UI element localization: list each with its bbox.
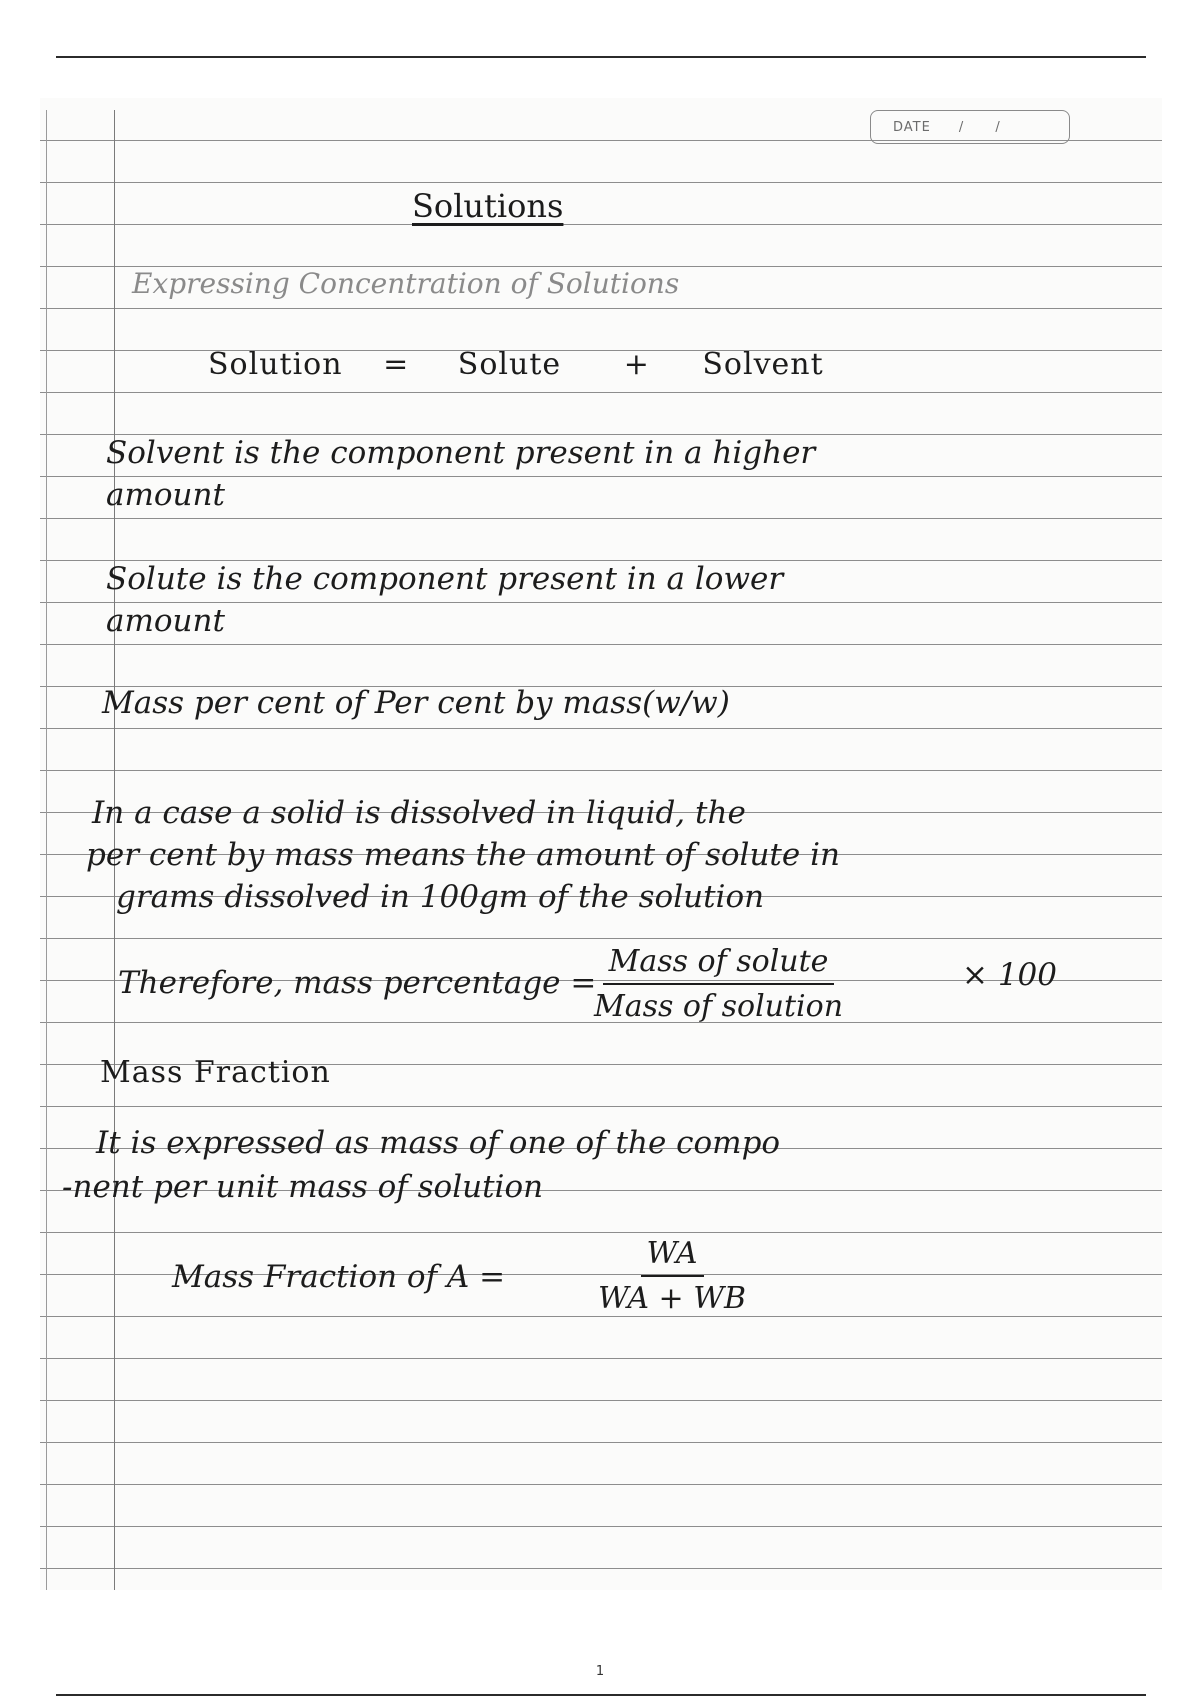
- ruled-line: [40, 1232, 1162, 1233]
- solvent-definition-line2: amount: [106, 477, 225, 513]
- solution-equation: [208, 347, 824, 382]
- ruled-line: [40, 1526, 1162, 1527]
- ruled-line: [40, 182, 1162, 183]
- equation-lhs: Solution: [208, 347, 343, 382]
- solute-definition-line2: amount: [106, 603, 225, 639]
- equation-term1: Solute: [457, 347, 562, 382]
- notebook-sheet: [40, 98, 1162, 1590]
- solute-definition-line1: Solute is the component present in a lower: [106, 561, 784, 597]
- ruled-line: [40, 644, 1162, 645]
- date-box: [870, 110, 1070, 144]
- ruled-line: [40, 1568, 1162, 1569]
- mass-percentage-fraction: [588, 944, 849, 1024]
- case-paragraph-line3: grams dissolved in 100gm of the solution: [116, 879, 765, 915]
- mass-fraction-formula-prefix: Mass Fraction of A =: [172, 1259, 506, 1295]
- ruled-line: [40, 308, 1162, 309]
- ruled-line: [40, 392, 1162, 393]
- ruled-line: [40, 1400, 1162, 1401]
- ruled-line: [40, 1484, 1162, 1485]
- ruled-line: [40, 1106, 1162, 1107]
- mass-fraction-denominator: WA + WB: [598, 1281, 747, 1316]
- ruled-line: [40, 1358, 1162, 1359]
- mass-percentage-prefix: Therefore, mass percentage =: [118, 965, 597, 1001]
- solvent-definition-line1: Solvent is the component present in a higher: [106, 435, 816, 471]
- equation-term2: Solvent: [702, 347, 824, 382]
- bottom-rule: [56, 1694, 1146, 1696]
- case-paragraph-line2: per cent by mass means the amount of solute in: [86, 837, 840, 873]
- ruled-line: [40, 1316, 1162, 1317]
- equation-equals: =: [383, 347, 410, 382]
- case-paragraph-line1: In a case a solid is dissolved in liquid, the: [92, 795, 746, 831]
- mass-percentage-numerator: Mass of solute: [603, 944, 835, 985]
- mass-fraction-heading: Mass Fraction: [100, 1055, 331, 1090]
- mass-percentage-denominator: Mass of solution: [594, 989, 844, 1024]
- mass-fraction-numerator: WA: [641, 1236, 704, 1277]
- ruled-line: [40, 518, 1162, 519]
- ruled-line: [40, 728, 1162, 729]
- subheading: Expressing Concentration of Solutions: [132, 267, 680, 300]
- page-number: 1: [595, 1664, 605, 1679]
- mass-percentage-suffix: × 100: [962, 957, 1057, 993]
- mass-percent-heading: Mass per cent of Per cent by mass(w/w): [102, 685, 730, 721]
- left-edge-line: [46, 110, 47, 1590]
- ruled-line: [40, 1442, 1162, 1443]
- ruled-line: [40, 770, 1162, 771]
- date-label: DATE: [893, 119, 931, 135]
- date-slashes: / /: [958, 119, 1014, 135]
- page-title: Solutions: [412, 187, 564, 225]
- mass-fraction-definition-line1: It is expressed as mass of one of the compo: [96, 1125, 781, 1161]
- equation-plus: +: [623, 347, 650, 382]
- top-rule: [56, 56, 1146, 58]
- ruled-line: [40, 938, 1162, 939]
- ruled-line: [40, 224, 1162, 225]
- mass-fraction-fraction: [592, 1236, 752, 1316]
- mass-fraction-definition-line2: -nent per unit mass of solution: [62, 1169, 544, 1205]
